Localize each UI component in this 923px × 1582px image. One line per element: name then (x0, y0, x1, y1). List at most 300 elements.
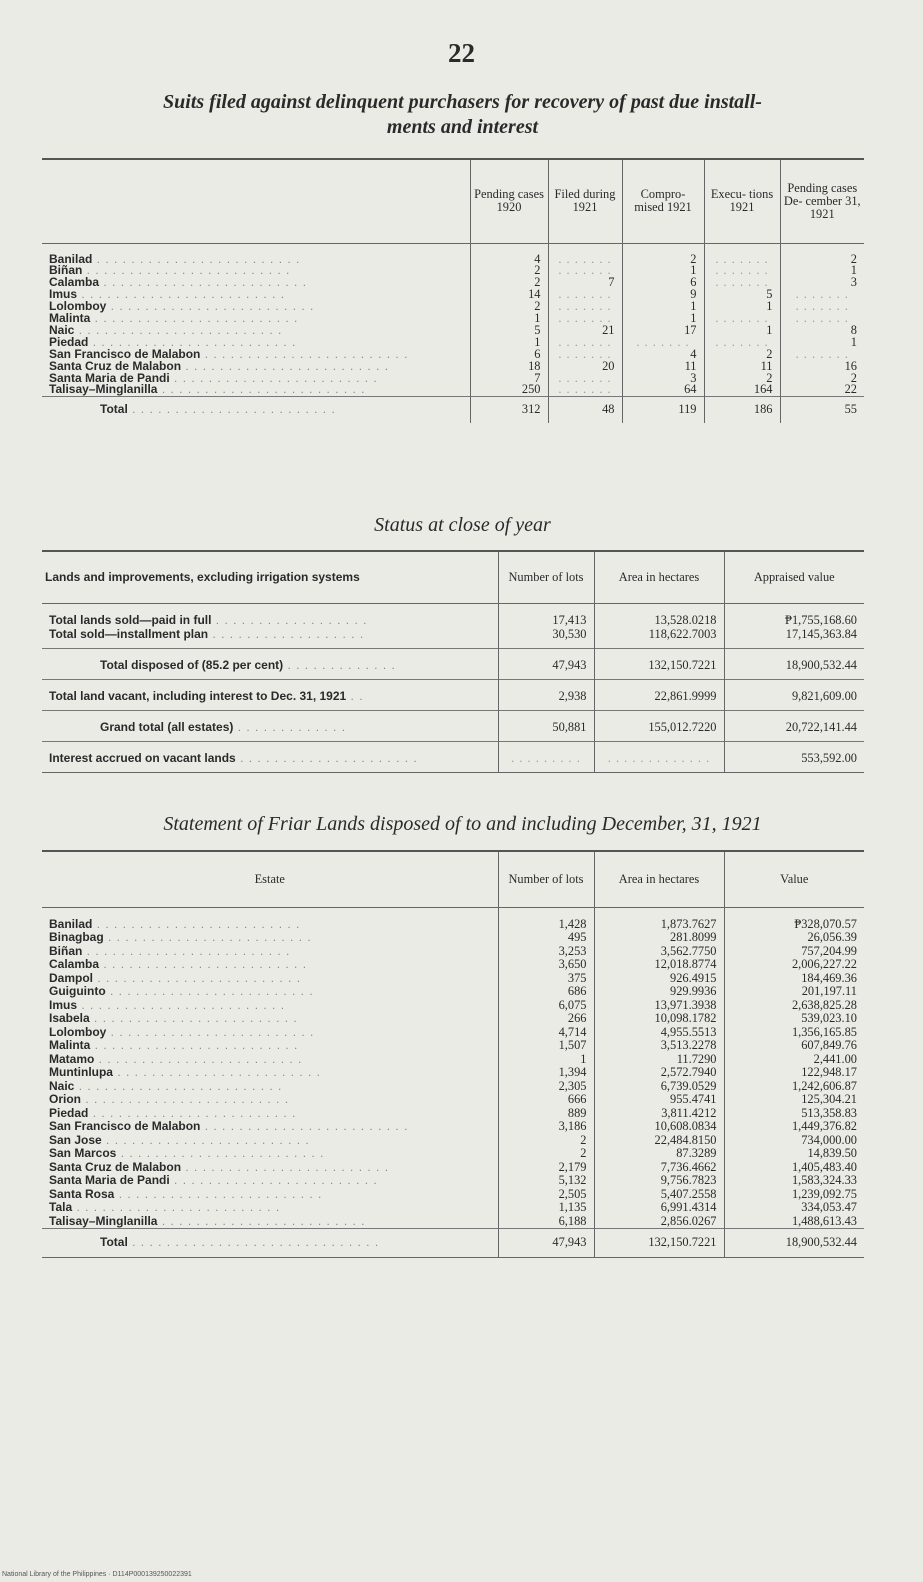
suits-estate-name-text: Imus (49, 289, 78, 302)
status-header-row (42, 551, 864, 603)
suits-cell-empty: . . . . . . . (704, 277, 780, 289)
friar-area-cell: 7,736.4662 (594, 1161, 724, 1175)
suits-cell: 11 (622, 361, 704, 373)
suits-cell-empty: . . . . . . . (548, 243, 622, 265)
status-row-value: 9,821,609.00 (724, 679, 864, 710)
suits-row (42, 313, 864, 325)
friar-row (42, 985, 864, 999)
leader-dots: . . . . . . . . . . . . . . . . . . . . . . . . (99, 277, 308, 290)
leader-dots: . . . . . . . . . . . . . . . . . . . . . . . . (157, 384, 366, 397)
friar-row (42, 972, 864, 986)
suits-cell: 3 (780, 277, 864, 289)
friar-estate-name-text: Binagbag (49, 931, 104, 944)
suits-cell-empty: . . . . . . . (780, 313, 864, 325)
friar-lots-cell: 666 (498, 1093, 594, 1107)
friar-total-value: 18,900,532.44 (724, 1229, 864, 1258)
suits-row (42, 384, 864, 396)
suits-cell: 2 (470, 265, 548, 277)
status-row-lots: 50,881 (498, 710, 594, 741)
suits-cell: 2 (780, 243, 864, 265)
friar-col-lots: Number of lots (498, 851, 594, 907)
friar-area-cell: 929.9936 (594, 985, 724, 999)
leader-dots: . . . . . . . . . . . . . . . . . . . . . . . . (77, 289, 286, 302)
friar-lots-cell: 889 (498, 1107, 594, 1121)
friar-row (42, 1026, 864, 1040)
friar-row (42, 1093, 864, 1107)
friar-col-estate: Estate (254, 871, 285, 886)
suits-title-line2: ments and interest (386, 116, 539, 138)
leader-dots: . . . . . . . . . . . . . . . . . . . . . . . . (105, 985, 314, 998)
friar-area-cell: 22,484.8150 (594, 1134, 724, 1148)
friar-estate-name (42, 1147, 498, 1161)
friar-value-cell: 757,204.99 (724, 945, 864, 959)
leader-dots: . . . . . . . . . . . . . . . . . . . . . . . . (112, 1066, 322, 1079)
status-title: Status at close of year (374, 514, 551, 536)
friar-lots-cell: 2,179 (498, 1161, 594, 1175)
suits-cell-empty: . . . . . . . (548, 289, 622, 301)
suits-estate-name (42, 313, 470, 325)
leader-dots: . . . . . . . . . . . . . . . . . . . . . . . . (181, 1160, 390, 1174)
suits-cell: 5 (470, 325, 548, 337)
friar-value-cell: 1,583,324.33 (724, 1174, 864, 1188)
friar-row (42, 1134, 864, 1148)
friar-value-cell: 1,242,606.87 (724, 1080, 864, 1094)
suits-estate-name (42, 361, 470, 373)
friar-area-cell: 955.4741 (594, 1093, 724, 1107)
status-row (42, 679, 864, 710)
status-row-area: 155,012.7220 (594, 710, 724, 741)
friar-value-cell: 122,948.17 (724, 1066, 864, 1080)
suits-cell-empty: . . . . . . . (548, 265, 622, 277)
friar-lots-cell: 6,075 (498, 999, 594, 1013)
friar-estate-name (42, 907, 498, 931)
leader-dots: . . . . . . . . . . . . . . . . . . . . . . . . (92, 251, 301, 266)
leader-dots: . . . . . . . . . . . . . . . . . . . . . . . . (103, 931, 312, 944)
friar-row (42, 1039, 864, 1053)
suits-title (40, 90, 885, 140)
suits-cell: 17 (622, 325, 704, 337)
suits-estate-name (42, 289, 470, 301)
suits-header-blank (42, 159, 470, 243)
friar-lots-cell: 2,305 (498, 1080, 594, 1094)
friar-lots-cell: 2 (498, 1147, 594, 1161)
status-body (42, 603, 864, 772)
status-table (42, 550, 864, 773)
suits-cell-empty: . . . . . . . (704, 337, 780, 349)
friar-row (42, 1066, 864, 1080)
status-row (42, 603, 864, 648)
suits-cell-empty: . . . . . . . (548, 349, 622, 361)
friar-area-cell: 1,873.7627 (594, 907, 724, 931)
suits-total-cell: 186 (704, 397, 780, 423)
friar-row (42, 1012, 864, 1026)
suits-cell: 3 (622, 373, 704, 385)
suits-estate-name-text: Banilad (49, 251, 93, 266)
leader-dots: . . . . . . . . . . . . . . . . . . . . . . . . (200, 1120, 409, 1133)
friar-col-area: Area in hectares (594, 851, 724, 907)
suits-cell: 7 (470, 373, 548, 385)
suits-cell: 1 (470, 313, 548, 325)
friar-header-row (42, 851, 864, 907)
suits-cell: 2 (622, 243, 704, 265)
friar-estate-name (42, 1053, 498, 1067)
suits-cell-empty: . . . . . . . (548, 313, 622, 325)
suits-estate-name (42, 373, 470, 385)
friar-lots-cell: 3,186 (498, 1120, 594, 1134)
status-row-lots: 17,413 30,530 (498, 603, 594, 648)
leader-dots: . . . . . . . . . . . . . . . . . . . . . . . . (88, 1106, 297, 1120)
leader-dots: . . . . . . . . . . . . . . . . . . . . . . . . (106, 301, 315, 314)
friar-estate-name-text: Calamba (49, 958, 100, 971)
leader-dots: . . . . . . . . . . . . . . . . . . . . . . . . (81, 1093, 290, 1106)
status-row-label: Total lands sold—paid in full . . . . . . . . . . . . . . . . . . Total sold—installment plan . . . . . . . . . . . . . . . . . . (49, 612, 368, 641)
leader-dots: . . . . . . . . . . . . . . . . . . . . . . . . (88, 336, 297, 349)
suits-estate-name (42, 277, 470, 289)
suits-cell: 1 (780, 265, 864, 277)
suits-col-compromised-1921: Compro- mised 1921 (622, 159, 704, 243)
suits-cell: 21 (548, 325, 622, 337)
friar-row (42, 1107, 864, 1121)
suits-estate-name-text: Santa Cruz de Malabon (49, 360, 182, 373)
friar-estate-name (42, 1039, 498, 1053)
leader-dots: . . . . . . . . . . . . . . . . . . . . . . . . (94, 1052, 303, 1066)
friar-area-cell: 3,513.2278 (594, 1039, 724, 1053)
friar-estate-name-text: San Francisco de Malabon (49, 1120, 201, 1133)
friar-estate-name-text: Imus (49, 998, 78, 1012)
friar-total-lots: 47,943 (498, 1229, 594, 1258)
friar-estate-name-text: Santa Rosa (49, 1187, 115, 1201)
suits-cell: 7 (548, 277, 622, 289)
friar-estate-name-text: Talisay–Minglanilla (49, 1214, 158, 1228)
friar-lots-cell: 6,188 (498, 1215, 594, 1229)
friar-estate-name-text: Santa Cruz de Malabon (49, 1160, 182, 1174)
suits-cell: 5 (704, 289, 780, 301)
friar-estate-name-text: Guiguinto (49, 985, 106, 998)
friar-lots-cell: 3,253 (498, 945, 594, 959)
suits-estate-name (42, 265, 470, 277)
friar-row (42, 1147, 864, 1161)
leader-dots: . . . . . . . . . . . . . . . . . . . . . . . . (82, 265, 291, 278)
suits-cell-empty: . . . . . . . (622, 337, 704, 349)
suits-cell-empty: . . . . . . . (548, 301, 622, 313)
suits-cell: 2 (470, 277, 548, 289)
friar-value-cell: 201,197.11 (724, 985, 864, 999)
friar-value-cell: 734,000.00 (724, 1134, 864, 1148)
status-col-lots: Number of lots (498, 551, 594, 603)
suits-total-cell: 48 (548, 397, 622, 423)
leader-dots: . . . . . . . . . . . . . . . . . . . . . . . . (114, 1187, 323, 1201)
friar-estate-name-text: San Marcos (49, 1147, 117, 1160)
suits-col-filed-1921: Filed during 1921 (548, 159, 622, 243)
friar-estate-name-text: Naic (49, 1079, 75, 1093)
friar-estate-name-text: Biñan (49, 944, 83, 958)
friar-value-cell: 1,405,483.40 (724, 1161, 864, 1175)
suits-estate-name (42, 337, 470, 349)
leader-dots: . . . . . . . . . . . . . . . . . . . . . . . . (82, 944, 291, 958)
suits-col-executions-1921: Execu- tions 1921 (704, 159, 780, 243)
friar-body (42, 907, 864, 1257)
suits-col-pending-1920: Pending cases 1920 (470, 159, 548, 243)
friar-row (42, 907, 864, 931)
friar-value-cell: 2,441.00 (724, 1053, 864, 1067)
status-row-lots: . . . . . . . . . (498, 741, 594, 772)
friar-lots-cell: 1,507 (498, 1039, 594, 1053)
status-col-area: Area in hectares (594, 551, 724, 603)
friar-estate-name (42, 1012, 498, 1026)
friar-area-cell: 5,407.2558 (594, 1188, 724, 1202)
friar-lots-cell: 495 (498, 931, 594, 945)
friar-row (42, 1174, 864, 1188)
status-col-value: Appraised value (724, 551, 864, 603)
status-row-label: Grand total (all estates) . . . . . . . . . . . . . (42, 710, 498, 741)
friar-row (42, 958, 864, 972)
status-row (42, 648, 864, 679)
friar-lots-cell: 1,394 (498, 1066, 594, 1080)
friar-area-cell: 10,608.0834 (594, 1120, 724, 1134)
friar-estate-name (42, 985, 498, 999)
suits-total-text: Total (100, 402, 128, 417)
friar-value-cell: 26,056.39 (724, 931, 864, 945)
friar-estate-name-text: Banilad (49, 916, 93, 931)
suits-cell: 4 (622, 349, 704, 361)
friar-value-cell: 607,849.76 (724, 1039, 864, 1053)
friar-estate-name (42, 972, 498, 986)
suits-estate-name-text: Piedad (49, 336, 89, 349)
suits-cell: 2 (704, 373, 780, 385)
status-row-value: 18,900,532.44 (724, 648, 864, 679)
friar-estate-name (42, 958, 498, 972)
suits-body (42, 243, 864, 423)
suits-cell: 64 (622, 384, 704, 396)
status-row-area: 13,528.0218 118,622.7003 (594, 603, 724, 648)
friar-area-cell: 2,572.7940 (594, 1066, 724, 1080)
suits-estate-name (42, 243, 470, 265)
friar-lots-cell: 1,135 (498, 1201, 594, 1215)
leader-dots: . . . . . . . . . . . . . . . . . . . . . . . . (93, 971, 302, 985)
suits-cell: 11 (704, 361, 780, 373)
leader-dots: . . . . . . . . . . . . . . . . . . . . . . . . (116, 1147, 325, 1160)
leader-dots: . . . . . . . . . . . . . . . . . . . . . . . . (72, 1201, 281, 1214)
friar-estate-name (42, 1066, 498, 1080)
friar-estate-name-text: Orion (49, 1093, 81, 1106)
leader-dots: . . . . . . . . . . . . . . . . . . . . . . . . (89, 1012, 298, 1025)
suits-cell: 1 (622, 265, 704, 277)
friar-value-cell: 1,239,092.75 (724, 1188, 864, 1202)
status-row-area: 132,150.7221 (594, 648, 724, 679)
friar-lots-cell: 2 (498, 1134, 594, 1148)
status-row (42, 741, 864, 772)
suits-cell: 9 (622, 289, 704, 301)
friar-estate-name (42, 1201, 498, 1215)
status-row-label: Total disposed of (85.2 per cent) . . . . . . . . . . . . . (42, 648, 498, 679)
friar-lots-cell: 4,714 (498, 1026, 594, 1040)
friar-total-text: Total (100, 1235, 128, 1249)
friar-area-cell: 926.4915 (594, 972, 724, 986)
friar-total-row (42, 1229, 864, 1258)
suits-row (42, 277, 864, 289)
friar-col-value: Value (724, 851, 864, 907)
leader-dots: . . . . . . . . . . . . . . . . . . . . . . . . (74, 1079, 283, 1093)
friar-row (42, 1188, 864, 1202)
friar-estate-name (42, 1188, 498, 1202)
friar-title: Statement of Friar Lands disposed of to and including December, 31, 1921 (163, 813, 762, 835)
friar-area-cell: 3,562.7750 (594, 945, 724, 959)
suits-estate-name-text: Naic (49, 324, 75, 337)
suits-estate-name (42, 349, 470, 361)
friar-lots-cell: 2,505 (498, 1188, 594, 1202)
friar-area-cell: 10,098.1782 (594, 1012, 724, 1026)
friar-row (42, 931, 864, 945)
leader-dots: . . . . . . . . . . . . . . . . . . . . . . . . (101, 1133, 310, 1147)
suits-estate-name-text: Santa Maria de Pandi (49, 372, 170, 385)
suits-cell: 8 (780, 325, 864, 337)
friar-area-cell: 6,991.4314 (594, 1201, 724, 1215)
friar-estate-name-text: Isabela (49, 1012, 90, 1025)
suits-cell: 6 (622, 277, 704, 289)
suits-table (42, 158, 864, 423)
suits-cell: 20 (548, 361, 622, 373)
suits-cell-empty: . . . . . . . (704, 243, 780, 265)
suits-cell-empty: . . . . . . . (780, 301, 864, 313)
friar-table (42, 850, 864, 1258)
suits-cell-empty: . . . . . . . (780, 349, 864, 361)
friar-estate-name (42, 931, 498, 945)
leader-dots: . . . . . . . . . . . . . . . . . . . . . . . . (127, 402, 336, 417)
friar-estate-name-text: Tala (49, 1201, 73, 1214)
suits-cell: 2 (780, 373, 864, 385)
leader-dots: . . . . . . . . . . . . . . . . . . . . . . . . (74, 324, 283, 337)
leader-dots: . . . . . . . . . . . . . . . . . . . . . . . . . . . . . (127, 1235, 380, 1249)
friar-area-cell: 3,811.4212 (594, 1107, 724, 1121)
friar-estate-name (42, 1120, 498, 1134)
friar-lots-cell: 1,428 (498, 907, 594, 931)
friar-estate-name (42, 1174, 498, 1188)
suits-total-cell: 55 (780, 397, 864, 423)
leader-dots: . . . . . . . . . . . . . . . . . . . . . . . . (200, 348, 409, 361)
friar-estate-name (42, 945, 498, 959)
suits-title-line1: Suits filed against delinquent purchasers for recovery of past due install- (163, 91, 762, 113)
suits-cell: 1 (704, 325, 780, 337)
friar-estate-name-text: Muntinlupa (49, 1066, 113, 1079)
suits-total-cell: 119 (622, 397, 704, 423)
friar-area-cell: 9,756.7823 (594, 1174, 724, 1188)
suits-cell: 14 (470, 289, 548, 301)
friar-value-cell: 14,839.50 (724, 1147, 864, 1161)
suits-row (42, 337, 864, 349)
suits-cell-empty: . . . . . . . (780, 289, 864, 301)
suits-col-pending-dec-1921: Pending cases De- cember 31, 1921 (780, 159, 864, 243)
suits-row (42, 373, 864, 385)
friar-value-cell: 1,449,376.82 (724, 1120, 864, 1134)
friar-value-cell: 1,488,613.43 (724, 1215, 864, 1229)
status-row-label: Total land vacant, including interest to Dec. 31, 1921 . . (42, 679, 498, 710)
leader-dots: . . . . . . . . . . . . . . . . . . . . . . . . (106, 1025, 315, 1039)
suits-cell: 1 (780, 337, 864, 349)
friar-area-cell: 281.8099 (594, 931, 724, 945)
friar-estate-name-text: San Jose (49, 1133, 102, 1147)
friar-lots-cell: 3,650 (498, 958, 594, 972)
suits-cell: 2 (704, 349, 780, 361)
suits-cell-empty: . . . . . . . (704, 265, 780, 277)
friar-row (42, 999, 864, 1013)
suits-estate-name-text: Malinta (49, 313, 91, 325)
suits-cell: 16 (780, 361, 864, 373)
suits-cell: 1 (470, 337, 548, 349)
suits-estate-name (42, 301, 470, 313)
friar-area-cell: 87.3289 (594, 1147, 724, 1161)
friar-area-cell: 13,971.3938 (594, 999, 724, 1013)
friar-estate-name-text: Santa Maria de Pandi (49, 1174, 170, 1187)
suits-estate-name (42, 384, 470, 396)
leader-dots: . . . . . . . . . . . . . . . . . . . . . . . . (92, 916, 301, 931)
suits-estate-name-text: Lolomboy (49, 301, 107, 314)
suits-cell: 164 (704, 384, 780, 396)
page-number: 22 (448, 38, 475, 68)
suits-estate-name-text: Calamba (49, 277, 100, 290)
status-col-lands: Lands and improvements, excluding irrigation systems (45, 569, 360, 584)
status-row (42, 710, 864, 741)
status-row-value: 553,592.00 (724, 741, 864, 772)
suits-row (42, 361, 864, 373)
suits-estate-name-text: San Francisco de Malabon (49, 348, 201, 361)
leader-dots: . . . . . . . . . . . . . . . . . . . . . . . . (77, 998, 286, 1012)
suits-cell: 2 (470, 301, 548, 313)
friar-estate-name-text: Lolomboy (49, 1025, 107, 1039)
friar-estate-name (42, 1107, 498, 1121)
suits-row (42, 289, 864, 301)
suits-total-label (42, 397, 470, 423)
suits-total-row (42, 397, 864, 423)
suits-estate-name (42, 325, 470, 337)
suits-total-cell: 312 (470, 397, 548, 423)
friar-lots-cell: 375 (498, 972, 594, 986)
friar-total-area: 132,150.7221 (594, 1229, 724, 1258)
suits-row (42, 349, 864, 361)
friar-lots-cell: 266 (498, 1012, 594, 1026)
friar-estate-name (42, 1215, 498, 1229)
status-row-lots: 2,938 (498, 679, 594, 710)
friar-estate-name-text: Matamo (49, 1052, 95, 1066)
suits-estate-name-text: Talisay–Minglanilla (49, 384, 158, 397)
suits-cell-empty: . . . . . . . (548, 337, 622, 349)
friar-lots-cell: 1 (498, 1053, 594, 1067)
friar-area-cell: 2,856.0267 (594, 1215, 724, 1229)
suits-row (42, 243, 864, 265)
friar-value-cell: 539,023.10 (724, 1012, 864, 1026)
friar-estate-name (42, 1161, 498, 1175)
leader-dots: . . . . . . . . . . . . . . . . . . . . . . . . (90, 313, 299, 325)
friar-estate-name-text: Piedad (49, 1106, 89, 1120)
friar-total-label (42, 1229, 498, 1258)
footer-note: National Library of the Philippines · D114P000139250022391 (2, 1571, 192, 1578)
status-row-lots: 47,943 (498, 648, 594, 679)
suits-cell: 4 (470, 243, 548, 265)
friar-value-cell: 2,638,825.28 (724, 999, 864, 1013)
friar-area-cell: 6,739.0529 (594, 1080, 724, 1094)
leader-dots: . . . . . . . . . . . . . . . . . . . . . . . . (99, 958, 308, 971)
status-row-label: Interest accrued on vacant lands . . . . . . . . . . . . . . . . . . . . . (42, 741, 498, 772)
friar-row (42, 1053, 864, 1067)
status-row-area: . . . . . . . . . . . . . (594, 741, 724, 772)
friar-value-cell: 334,053.47 (724, 1201, 864, 1215)
suits-cell: 1 (622, 301, 704, 313)
leader-dots: . . . . . . . . . . . . . . . . . . . . . . . . (181, 360, 390, 373)
leader-dots: . . . . . . . . . . . . . . . . . . . . . . . . (169, 372, 378, 385)
friar-area-cell: 12,018.8774 (594, 958, 724, 972)
friar-area-cell: 4,955.5513 (594, 1026, 724, 1040)
friar-value-cell: 1,356,165.85 (724, 1026, 864, 1040)
suits-cell: 6 (470, 349, 548, 361)
